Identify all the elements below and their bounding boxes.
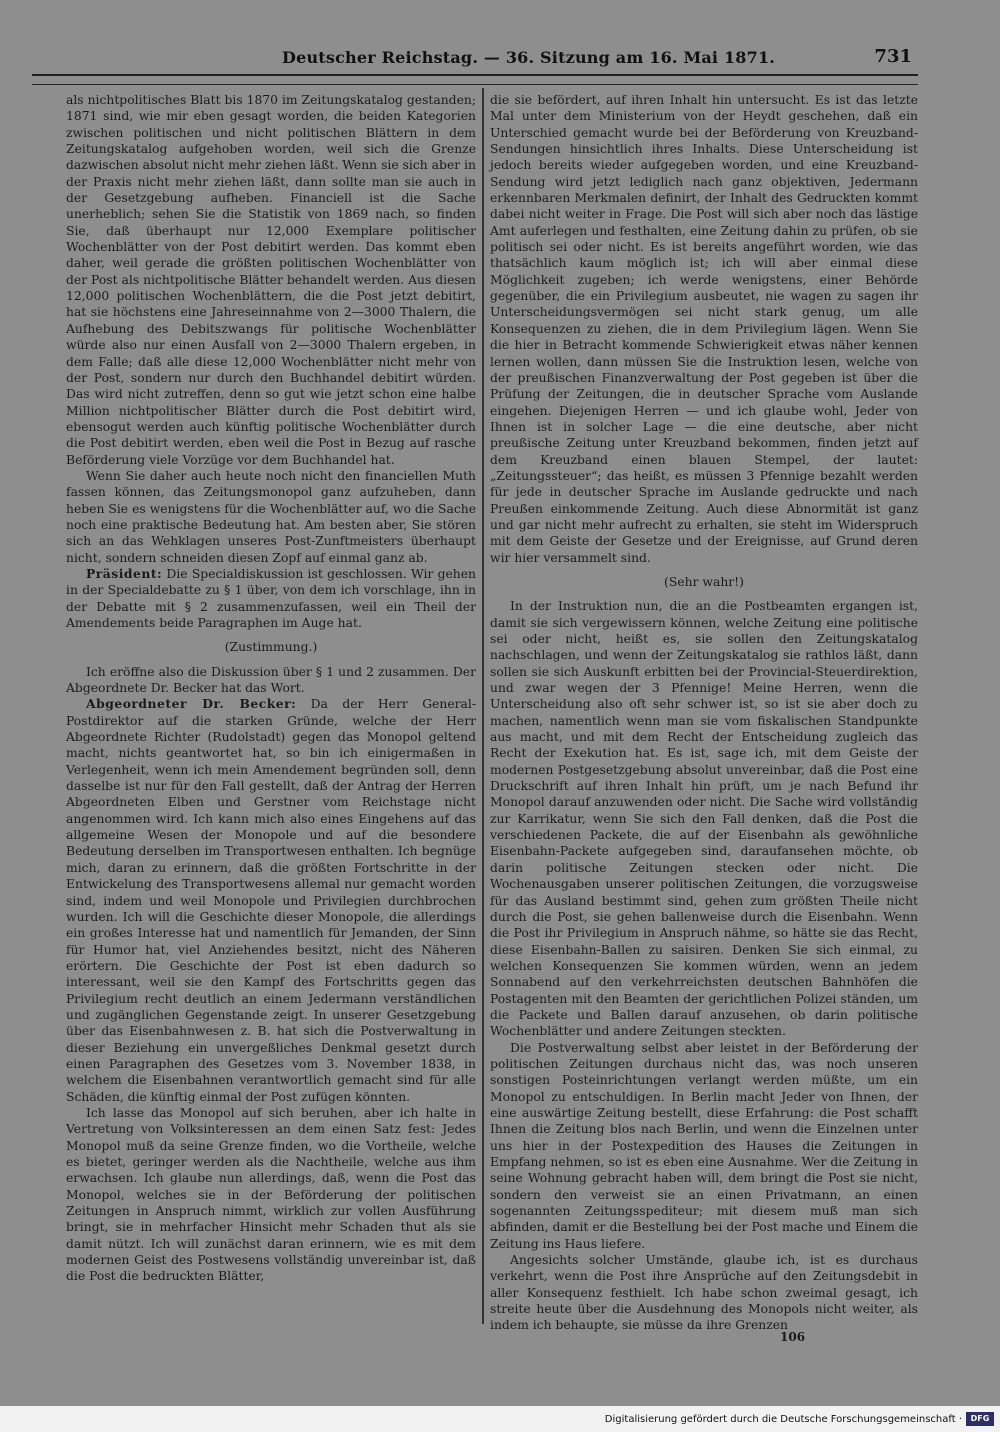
speaker-name: Präsident: — [86, 565, 163, 581]
interjection — [490, 574, 918, 590]
paragraph-text: Die Postverwaltung selbst aber leistet in der Beförderung der politischen Zeitungen durchaus nicht das, was noch unseren sonstigen Posteinrichtungen verlangt werden müßte, um ein Monopol zu entschuldigen. In Berlin macht Jeder von Ihnen, der eine auswärtige Zeitung bestellt, diese Erfahrung: die Post schafft Ihnen die Zeitung blos nach Berlin, und wenn die Einzelnen unter uns hier in der Postexpedition des Hauses die Zeitungen in Empfang nehmen, so ist es eben eine Ausnahme. Wer die Zeitung in seine Wohnung gebracht haben will, dem bringt die Post sie nicht, sondern den verweist sie an einen Privatmann, an einen sogenannten Zeitungsspediteur; mit diesem muß man sich abfinden, damit er die Bestellung bei der Post mache und Einem die Zeitung ins Haus liefere. — [490, 1040, 918, 1251]
paragraph-text: Die Specialdiskussion ist geschlossen. Wir gehen in der Specialdebatte zu § 1 über, von dem ich vorschlage, ihn in der Debatte mit § 2 zusammenzufassen, weil ein Theil der Amendements beide Paragraphen im Auge hat. — [66, 566, 476, 630]
paragraph — [490, 1252, 918, 1334]
paragraph — [490, 598, 918, 1039]
right-column — [490, 92, 918, 1334]
sheet-signature: 106 — [780, 1330, 806, 1344]
footer-bar — [0, 1406, 1000, 1432]
paragraph-text: (Zustimmung.) — [224, 640, 318, 655]
paragraph-text: Ich eröffne also die Diskussion über § 1 und 2 zusammen. Der Abgeordnete Dr. Becker hat das Wort. — [66, 664, 476, 696]
paragraph-text: Ich lasse das Monopol auf sich beruhen, aber ich halte in Vertretung von Volksinteressen an dem einen Satz fest: Jedes Monopol muß da seine Grenze finden, wo die Vortheile, welche es bietet, geringer werden als die Nachtheile, welche aus ihm erwachsen. Ich glaube nun allerdings, daß, wenn die Post das Monopol, welches sie in der Beförderung der politischen Zeitungen in Anspruch nimmt, wirklich zur vollen Ausführung bringt, sie in mehrfacher Hinsicht mehr Schaden thut als sie damit nützt. Ich will zunächst daran erinnern, wie es mit dem modernen Geist des Postwesens vollständig unvereinbar ist, daß die Post die bedruckten Blätter, — [66, 1105, 476, 1284]
paragraph — [66, 664, 476, 697]
paragraph — [66, 468, 476, 566]
paragraph-text: Da der Herr General-Postdirektor auf die starken Gründe, welche der Herr Abgeordnete Richter (Rudolstadt) gegen das Monopol geltend macht, nichts geantwortet hat, so bin ich einigermaßen in Verlegenheit, wenn ich mein Amendement begründen soll, denn dasselbe ist nur für den Fall gestellt, daß der Antrag der Herren Abgeordneten Elben und Gerstner vom Reichstage nicht angenommen wird. Ich kann mich also eines Eingehens auf das allgemeine Wesen der Monopole und auf die besondere Bedeutung derselben im Transportwesen enthalten. Ich begnüge mich, daran zu erinnern, daß die größten Fortschritte in der Entwickelung des Transportwesens allemal nur gemacht worden sind, indem und weil Monopole und Privilegien durchbrochen wurden. Ich will die Geschichte dieser Monopole, die allerdings ein großes Interesse hat und namentlich für Jemanden, der Sinn für Humor hat, viel Anziehendes besitzt, nicht des Näheren erörtern. Die Geschichte der Post ist eben dadurch so interessant, weil sie den Kampf des Fortschritts gegen das Privilegium recht deutlich an einem Jedermann verständlichen und zugänglichen Gegenstande zeigt. In unserer Gesetzgebung über das Eisenbahnwesen z. B. hat sich die Postverwaltung in dieser Beziehung ein unvergeßliches Denkmal gesetzt durch einen Paragraphen des Gesetzes vom 3. November 1838, in welchem die Eisenbahnen verantwortlich gemacht sind für alle Schäden, die künftig einmal der Post zufügen könnten. — [66, 697, 476, 1104]
speaker-name: Abgeordneter Dr. Becker: — [86, 696, 297, 712]
paragraph — [66, 1105, 476, 1285]
paragraph — [490, 1040, 918, 1252]
left-column — [66, 92, 476, 1285]
paragraph — [66, 566, 476, 631]
paragraph-text: Angesichts solcher Umstände, glaube ich, ist es durchaus verkehrt, wenn die Post ihre Ansprüche auf den Zeitungsdebit in aller Konsequenz festhielt. Ich habe schon zweimal gesagt, ich streite heute über die Ausdehnung des Monopols nicht weiter, als indem ich behaupte, sie müsse da ihre Grenzen — [490, 1253, 918, 1333]
paragraph — [66, 696, 476, 1105]
paragraph-text: (Sehr wahr!) — [664, 574, 744, 589]
header-title: Deutscher Reichstag. — 36. Sitzung am 16. Mai 1871. — [282, 48, 776, 67]
footer-credit: Digitalisierung gefördert durch die Deutsche Forschungsgemeinschaft · — [604, 1414, 962, 1425]
paragraph-text: In der Instruktion nun, die an die Postbeamten ergangen ist, damit sie sich vergewissern können, welche Zeitung eine politische sei oder nicht, heißt es, sie sollen den Zeitungskatalog nachschlagen, und wenn der Zeitungskatalog sie rathlos läßt, dann sollen sie sich Auskunft erbitten bei der Provincial-Steuerdirektion, und zwar wegen der 3 Pfennige! Meine Herren, wenn die Unterscheidung also oft sehr schwer ist, so ist sie aber doch zu machen, namentlich wenn man sie vom fiskalischen Standpunkte aus macht, und mit dem Recht der Entscheidung zugleich das Recht der Exekution hat. Es ist, sage ich, mit dem Geiste der modernen Postgesetzgebung absolut unvereinbar, daß die Post eine Druckschrift auf ihren Inhalt hin prüft, um je nach Befund ihr Monopol darauf anzuwenden oder nicht. Die Sache wird vollständig zur Karrikatur, wenn Sie sich den Fall denken, daß die Post die verschiedenen Packete, die auf der Eisenbahn als gewöhnliche Eisenbahn-Packete aufgegeben sind, daraufansehen möchte, ob darin politische Zeitungen stecken oder nicht. Die Wochenausgaben unserer politischen Zeitungen, die vorzugsweise für das Ausland bestimmt sind, gehen zum größten Theile nicht durch die Post, sie gehen ballenweise durch die Eisenbahn. Wenn die Post ihr Privilegium in Anspruch nähme, so hätte sie das Recht, diese Eisenbahn-Ballen zu saisiren. Denken Sie sich einmal, zu welchen Konsequenzen Sie kommen würden, wenn an jedem Sonnabend auf den verkehrreichsten deutschen Bahnhöfen die Postagenten mit den Beamten der gerichtlichen Polizei ständen, um die Packete und Ballen darauf anzusehen, ob darin politische Wochenblätter und andere Zeitungen steckten. — [490, 599, 918, 1039]
header-rule-thin — [32, 84, 918, 85]
page-number: 731 — [874, 46, 912, 67]
dfg-logo: DFG — [966, 1412, 994, 1426]
paragraph — [66, 92, 476, 468]
page-header — [0, 46, 1000, 70]
interjection — [66, 639, 476, 655]
paragraph-text: die sie befördert, auf ihren Inhalt hin untersucht. Es ist das letzte Mal unter dem Ministerium von der Heydt geschehen, daß ein Unterschied gemacht wurde bei der Beförderung von Kreuzband-Sendungen hinsichtlich ihres Inhalts. Diese Unterscheidung ist jedoch bereits wieder aufgegeben worden, und eine Kreuzband-Sendung wird jetzt lediglich nach ganz objektiven, Jedermann erkennbaren Merkmalen definirt, der Inhalt des Gedruckten kommt dabei nicht weiter in Frage. Die Post will sich aber noch das lästige Amt auferlegen und festhalten, eine Zeitung dahin zu prüfen, ob sie politisch sei oder nicht. Es ist bereits angeführt worden, wie das thatsächlich kaum möglich ist; ich will aber einmal diese Möglichkeit zugeben; ich werde wenigstens, einer Behörde gegenüber, die ein Privilegium ausbeutet, nie wagen zu sagen ihr Unterscheidungsvermögen sei nicht stark genug, um alle Konsequenzen zu ziehen, die in dem Privilegium lägen. Wenn Sie die hier in Betracht kommende Schwierigkeit etwas näher kennen lernen wollen, dann müssen Sie die Instruktion lesen, welche von der preußischen Finanzverwaltung der Post gegeben ist über die Prüfung der Zeitungen, die in deutscher Sprache vom Auslande eingehen. Diejenigen Herren — und ich glaube wohl, Jeder von Ihnen ist in solcher Lage — die eine deutsche, aber nicht preußische Zeitung unter Kreuzband bekommen, finden jetzt auf dem Kreuzband einen blauen Stempel, der lautet: „Zeitungssteuer“; das heißt, es müssen 3 Pfennige bezahlt werden für jede in deutscher Sprache im Auslande gedruckte und nach Preußen einkommende Zeitung. Auch diese Abnormität ist ganz und gar nicht mehr aufrecht zu erhalten, sie steht im Widerspruch mit dem Geiste der Gesetze und der Ereignisse, auf Grund deren wir hier versammelt sind. — [490, 93, 918, 565]
paragraph-text: als nichtpolitisches Blatt bis 1870 im Zeitungskatalog gestanden; 1871 sind, wie mir eben gesagt worden, die beiden Kategorien zwischen politischen und nicht politischen Blättern in dem Zeitungskatalog aufgehoben worden, weil sich die Grenze dazwischen absolut nicht mehr ziehen läßt. Wenn sie sich aber in der Praxis nicht mehr ziehen läßt, dann sollte man sie auch in der Gesetzgebung aufheben. Financiell ist die Sache unerheblich; sehen Sie die Statistik von 1869 nach, so finden Sie, daß überhaupt nur 12,000 Exemplare politischer Wochenblätter von der Post debitirt werden. Das kommt eben daher, weil gerade die größten politischen Wochenblätter von der Post als nichtpolitische Blätter behandelt werden. Aus diesen 12,000 politischen Wochenblättern, die die Post jetzt debitirt, hat sie höchstens eine Jahreseinnahme von 2—3000 Thalern, die Aufhebung des Debitszwangs für politische Wochenblätter würde also nur einen Ausfall von 2—3000 Thalern ergeben, in dem Falle; daß alle diese 12,000 Wochenblätter nicht mehr von der Post, sondern nur durch den Buchhandel debitirt würden. Das wird nicht zutreffen, denn so gut wie jetzt schon eine halbe Million nichtpolitischer Blätter durch die Post debitirt wird, ebensogut werden auch künftig politische Wochenblätter durch die Post debitirt werden, eben weil die Post in Bezug auf rasche Beförderung viele Vorzüge vor dem Buchhandel hat. — [66, 93, 476, 467]
header-rule — [32, 74, 918, 76]
column-divider — [482, 88, 484, 1324]
paragraph-text: Wenn Sie daher auch heute noch nicht den financiellen Muth fassen können, das Zeitungsmonopol ganz aufzuheben, dann heben Sie es wenigstens für die Wochenblätter auf, wo die Sache noch eine praktische Bedeutung hat. Am besten aber, Sie stören sich an das Wehklagen unseres Post-Zunftmeisters überhaupt nicht, sondern schneiden diesen Zopf auf einmal ganz ab. — [66, 468, 476, 565]
paragraph — [490, 92, 918, 566]
